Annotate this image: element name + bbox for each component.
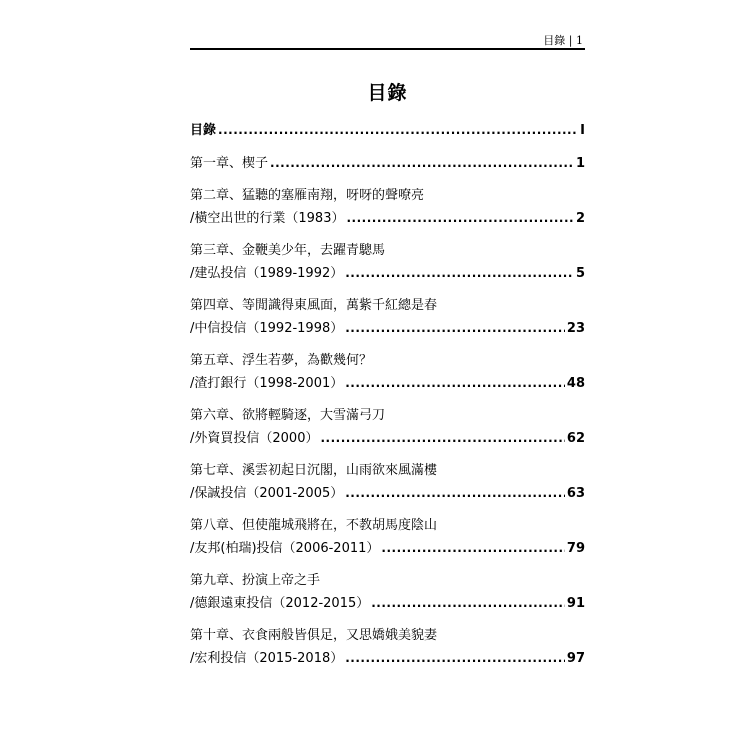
toc-entry-label: /渣打銀行（1998-2001）: [190, 376, 344, 391]
toc-entry-heading-line: [190, 240, 585, 262]
toc-page-number: 62: [566, 431, 585, 446]
toc-entry-label: /保誠投信（2001-2005）: [190, 486, 344, 501]
toc-page-number: 97: [566, 651, 585, 666]
toc-entry[interactable]: [190, 350, 585, 394]
toc-page-number: 48: [566, 376, 585, 391]
dot-leader: [345, 482, 565, 504]
toc-entry-heading-line: [190, 570, 585, 592]
dot-leader: [371, 592, 565, 614]
toc-entry[interactable]: [190, 295, 585, 339]
toc-entry[interactable]: [190, 152, 585, 174]
toc-entry-line: [190, 119, 585, 141]
toc-entry-label: 第四章、等閒識得東風面，萬紫千紅總是春: [190, 298, 438, 313]
toc-entry-heading-line: [190, 515, 585, 537]
running-header: [190, 30, 585, 50]
toc-entry-heading-line: [190, 185, 585, 207]
table-of-contents: [190, 119, 585, 680]
dot-leader: [218, 119, 578, 141]
toc-entry-heading-line: [190, 405, 585, 427]
toc-entry-label: 第三章、金鞭美少年，去躍青驄馬: [190, 243, 386, 258]
toc-entry-line: [190, 152, 585, 174]
toc-entry-line: [190, 537, 585, 559]
toc-entry[interactable]: [190, 185, 585, 229]
toc-entry[interactable]: [190, 625, 585, 669]
dot-leader: [345, 262, 574, 284]
toc-page-number: 2: [575, 211, 585, 226]
toc-entry[interactable]: [190, 405, 585, 449]
toc-entry-label: /宏利投信（2015-2018）: [190, 651, 344, 666]
toc-entry-label: 第二章、猛聽的塞雁南翔，呀呀的聲嘹亮: [190, 188, 425, 203]
dot-leader: [320, 427, 564, 449]
toc-entry-line: [190, 427, 585, 449]
toc-entry-label: 第八章、但使龍城飛將在，不教胡馬度陰山: [190, 518, 438, 533]
toc-page-number: 79: [566, 541, 585, 556]
toc-page-number: I: [580, 123, 585, 138]
toc-entry-label: 第七章、溪雲初起日沉閣，山雨欲來風滿樓: [190, 463, 438, 478]
toc-entry[interactable]: [190, 570, 585, 614]
toc-entry-line: [190, 207, 585, 229]
toc-entry-line: [190, 482, 585, 504]
running-header-text: 目錄 | 1: [543, 34, 583, 47]
dot-leader: [345, 372, 565, 394]
page-title: 目錄: [367, 82, 408, 104]
toc-entry-label: /友邦(柏瑞)投信（2006-2011）: [190, 541, 380, 556]
toc-page-number: 91: [566, 596, 585, 611]
dot-leader: [345, 317, 565, 339]
dot-leader: [346, 207, 573, 229]
toc-entry-line: [190, 647, 585, 669]
toc-entry[interactable]: [190, 119, 585, 141]
toc-entry[interactable]: [190, 515, 585, 559]
toc-page-number: 1: [575, 156, 585, 171]
toc-entry-line: [190, 592, 585, 614]
dot-leader: [345, 647, 565, 669]
toc-entry-label: 第一章、楔子: [190, 156, 269, 171]
toc-entry-label: /外資買投信（2000）: [190, 431, 319, 446]
toc-entry-heading-line: [190, 295, 585, 317]
toc-entry-heading-line: [190, 460, 585, 482]
toc-page-number: 63: [566, 486, 585, 501]
toc-entry-heading-line: [190, 625, 585, 647]
dot-leader: [381, 537, 565, 559]
toc-entry-label: /橫空出世的行業（1983）: [190, 211, 345, 226]
toc-entry[interactable]: [190, 240, 585, 284]
toc-entry-label: /中信投信（1992-1998）: [190, 321, 344, 336]
toc-entry-label: 第六章、欲將輕騎逐，大雪滿弓刀: [190, 408, 386, 423]
toc-entry-line: [190, 372, 585, 394]
toc-entry-label: 目錄: [190, 123, 217, 138]
toc-entry-line: [190, 317, 585, 339]
toc-page-number: 5: [575, 266, 585, 281]
toc-entry-label: 第十章、衣食兩般皆俱足，又思嬌娥美貌妻: [190, 628, 438, 643]
toc-entry-label: 第五章、浮生若夢，為歡幾何？: [190, 353, 373, 368]
toc-entry-label: 第九章、扮演上帝之手: [190, 573, 321, 588]
toc-page-number: 23: [566, 321, 585, 336]
dot-leader: [270, 152, 574, 174]
toc-entry-label: /德銀遠東投信（2012-2015）: [190, 596, 370, 611]
toc-entry-heading-line: [190, 350, 585, 372]
toc-entry-label: /建弘投信（1989-1992）: [190, 266, 344, 281]
toc-entry-line: [190, 262, 585, 284]
toc-entry[interactable]: [190, 460, 585, 504]
